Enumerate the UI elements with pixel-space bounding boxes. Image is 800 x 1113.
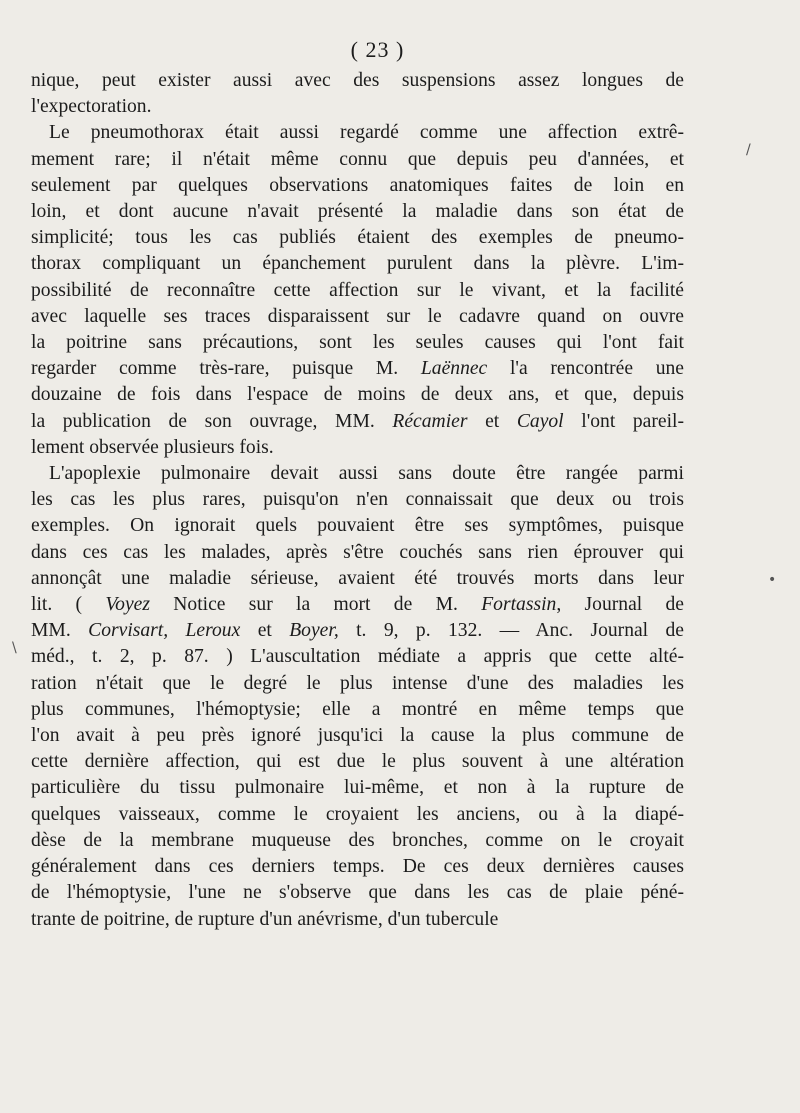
text-line <box>31 94 684 120</box>
text-segment: Le pneumothorax était aussi regardé comme une affection extrê- <box>49 122 684 144</box>
text-segment: mement rare; il n'était même connu que depuis peu d'années, et <box>31 148 684 170</box>
page-number: ( 23 ) <box>350 37 405 62</box>
text-line <box>31 749 684 775</box>
text-line <box>31 775 684 801</box>
text-line <box>31 487 684 513</box>
text-line <box>31 409 684 435</box>
text-line <box>31 382 684 408</box>
text-line <box>31 723 684 749</box>
text-segment: lit. ( <box>31 594 106 616</box>
italic-name: Fortassin <box>481 594 557 616</box>
text-segment: thorax compliquant un épanchement purulent dans la plèvre. L'im- <box>31 253 684 275</box>
italic-name: Récamier <box>392 410 468 432</box>
text-line <box>31 644 684 670</box>
text-line <box>31 540 684 566</box>
text-segment: t. 9, p. 132. — Anc. Journal de <box>338 620 684 642</box>
text-segment: nique, peut exister aussi avec des suspensions assez longues de <box>31 70 684 91</box>
text-segment: exemples. On ignorait quels pouvaient être ses symptômes, puisque <box>31 515 684 537</box>
text-segment: cette dernière affection, qui est due le plus souvent à une altération <box>31 751 684 773</box>
text-line <box>31 356 684 382</box>
text-line <box>31 566 684 592</box>
text-segment: l'on avait à peu près ignoré jusqu'ici la cause la plus commune de <box>31 725 684 747</box>
text-line <box>31 618 684 644</box>
paragraph <box>31 68 684 120</box>
text-segment: L'apoplexie pulmonaire devait aussi sans doute être rangée parmi <box>49 463 684 485</box>
text-segment: l'expectoration. <box>31 96 152 118</box>
italic-name: Corvisart, Leroux <box>88 620 241 642</box>
text-line <box>31 802 684 828</box>
text-segment: simplicité; tous les cas publiés étaient des exemples de pneumo- <box>31 227 684 249</box>
text-line <box>31 828 684 854</box>
paragraph <box>31 120 684 461</box>
text-line <box>31 251 684 277</box>
text-segment: avec laquelle ses traces disparaissent sur le cadavre quand on ouvre <box>31 305 684 327</box>
margin-mark: \ <box>12 640 17 656</box>
margin-mark: • <box>768 572 777 588</box>
text-segment: , Journal de <box>556 594 684 616</box>
text-segment: plus communes, l'hémoptysie; elle a montré en même temps que <box>31 698 684 720</box>
text-segment: la poitrine sans précautions, sont les seules causes qui l'ont fait <box>31 332 684 354</box>
italic-name: Voyez <box>105 594 150 616</box>
text-line <box>31 671 684 697</box>
italic-name: Boyer, <box>289 620 339 642</box>
italic-name: Cayol <box>516 410 564 432</box>
text-segment: loin, et dont aucune n'avait présenté la maladie dans son état de <box>31 201 684 223</box>
text-line <box>31 880 684 906</box>
text-segment: MM. <box>31 620 89 642</box>
italic-name: Laënnec <box>420 358 488 380</box>
text-line <box>31 120 684 146</box>
text-segment: la publication de son ouvrage, MM. <box>31 410 393 432</box>
text-line <box>31 854 684 880</box>
margin-mark: / <box>746 142 751 158</box>
text-segment: de l'hémoptysie, l'une ne s'observe que dans les cas de plaie péné- <box>31 882 684 904</box>
text-line <box>31 278 684 304</box>
text-segment: Notice sur la mort de M. <box>149 594 482 616</box>
text-segment: l'a rencontrée une <box>487 358 685 380</box>
text-line <box>31 225 684 251</box>
text-segment: l'ont pareil- <box>563 410 684 432</box>
text-segment: les cas les plus rares, puisqu'on n'en connaissait que deux ou trois <box>31 489 684 511</box>
text-segment: généralement dans ces derniers temps. De ces deux dernières causes <box>31 856 684 878</box>
text-line <box>31 513 684 539</box>
text-segment: particulière du tissu pulmonaire lui-même, et non à la rupture de <box>31 777 684 799</box>
text-line <box>31 173 684 199</box>
text-segment: trante de poitrine, de rupture d'un anévrisme, d'un tubercule <box>31 908 499 930</box>
text-segment: dans ces cas les malades, après s'être couchés sans rien éprouver qui <box>31 541 684 563</box>
text-segment: et <box>240 620 290 642</box>
text-segment: lement observée plusieurs fois. <box>31 436 274 458</box>
text-segment: douzaine de fois dans l'espace de moins de deux ans, et que, depuis <box>31 384 684 406</box>
paragraph <box>31 461 684 933</box>
text-line <box>31 592 684 618</box>
text-line <box>31 304 684 330</box>
text-segment: seulement par quelques observations anatomiques faites de loin en <box>31 174 684 196</box>
text-segment: regarder comme très-rare, puisque M. <box>31 358 421 380</box>
text-line <box>31 461 684 487</box>
text-line <box>31 907 684 933</box>
text-segment: possibilité de reconnaître cette affection sur le vivant, et la facilité <box>31 279 684 301</box>
text-segment: dèse de la membrane muqueuse des bronches, comme on le croyait <box>31 829 684 851</box>
text-segment: quelques vaisseaux, comme le croyaient les anciens, ou à la diapé- <box>31 803 684 825</box>
text-line <box>31 199 684 225</box>
text-line <box>31 435 684 461</box>
text-segment: annonçât une maladie sérieuse, avaient été trouvés morts dans leur <box>31 567 684 589</box>
page-text-body <box>31 68 684 933</box>
text-segment: méd., t. 2, p. 87. ) L'auscultation médiate a appris que cette alté- <box>31 646 684 668</box>
text-segment: et <box>467 410 517 432</box>
text-line <box>31 147 684 173</box>
text-segment: ration n'était que le degré le plus intense d'une des maladies les <box>31 672 684 694</box>
text-line <box>31 68 684 94</box>
text-line <box>31 330 684 356</box>
text-line <box>31 697 684 723</box>
